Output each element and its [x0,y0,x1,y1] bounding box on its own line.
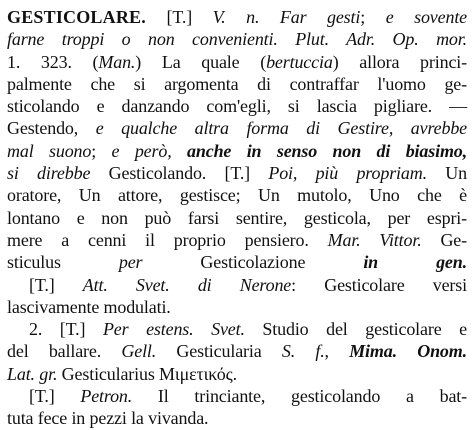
entry-line-8 [7,162,467,184]
text-run: ) allora princi- [332,51,467,72]
text-run: Man. [98,51,136,72]
entry-line-2 [7,28,467,50]
text-run: sticulus [7,252,119,273]
text-run: farne troppi o non convenienti. Plut. Adr. Op. mor. [7,29,467,50]
text-run: per [118,252,143,273]
text-run: e però, [111,140,188,161]
text-run: GESTICOLARE. [7,7,146,27]
text-run: Att. Svet. di Nerone [82,274,292,295]
text-run: anche in senso non di biasimo, [187,140,468,161]
entry-line-15 [7,318,467,340]
text-run: Gestendo, [7,118,96,139]
text-run: [T.] [29,274,83,295]
entry-line-10 [7,207,467,229]
text-run: ) La quale ( [135,51,267,72]
text-run: avrebbe [410,118,468,139]
text-run: e sovente [385,7,468,27]
text-run: tuta fece in pezzi la vivanda. [7,408,209,429]
text-run: Ge- [421,229,467,250]
text-run: lascivamente modulati. [7,296,171,317]
text-run: in gen. [363,252,467,273]
text-run: lontano e non può farsi sentire, gesticola, per espri- [7,207,467,228]
text-run: si direbbe [7,163,109,184]
text-run: Gesticularius Μιμετικός. [57,363,237,384]
text-run: Mima. Onom. [349,341,467,362]
text-run: [T.] [29,386,81,407]
text-run: e qualche altra forma di Gestire, [95,118,411,139]
text-run: Per estens. Svet. [102,319,245,340]
text-run: 1. 323. ( [7,51,99,72]
text-run: : Gesticolare versi [291,274,467,295]
text-run: ; [360,7,386,27]
text-run: V. n. Far gesti [212,7,361,27]
text-run: del ballare. [7,341,122,362]
text-run: [T.] [145,7,213,27]
text-run: Mar. Vittor. [327,229,422,250]
text-run: Poi, più propriam. [268,163,427,184]
entry-line-6 [7,117,467,139]
text-run: ; [91,140,112,161]
text-run: Un [426,163,467,184]
text-run: S. f. [281,341,325,362]
entry-line-16 [7,340,467,362]
text-run: Gell. [121,341,157,362]
text-run: Lat. gr. [7,363,58,384]
entry-line-4 [7,73,467,95]
entry-line-7 [7,140,467,162]
entry-line-17 [7,363,467,385]
text-run: oratore, Un attore, gestisce; Un mutolo, Uno che è [7,185,467,206]
entry-line-5 [7,95,467,117]
text-run: mere a cenni il proprio pensiero. [7,229,328,250]
text-run: , [324,341,350,362]
text-run: Il trinciante, gesticolando a bat- [132,386,467,407]
text-run: palmente che si argomenta di contraffar l'uomo ge- [7,73,467,94]
entry-line-14 [7,296,467,318]
text-run: Gesticularia [156,341,282,362]
entry-line-18 [7,385,467,407]
entry-line-9 [7,184,467,206]
entry-line-11 [7,229,467,251]
text-run: sticolando e danzando com'egli, si lascia pigliare. — [7,96,467,117]
text-run: Gesticolando. [T.] [108,163,269,184]
entry-line-3 [7,51,467,73]
text-run: mal suono [7,140,92,161]
text-run: 2. [T.] [29,319,103,340]
text-run: Studio del gesticolare e [244,319,467,340]
entry-line-1 [7,6,467,28]
text-run: Gesticolazione [142,252,364,273]
entry-line-13 [7,274,467,296]
entry-line-19 [7,407,467,429]
entry-line-12 [7,251,467,273]
text-run: Petron. [80,386,133,407]
text-run: bertuccia [266,51,333,72]
